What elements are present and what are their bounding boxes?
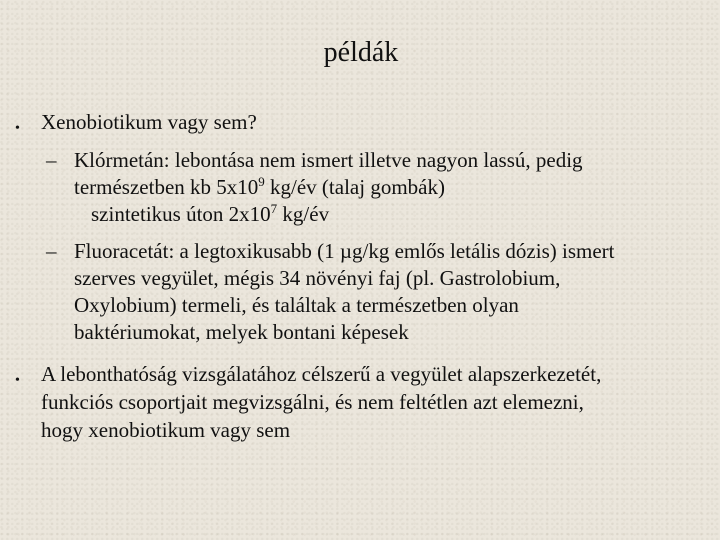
bullet-marker: • — [15, 121, 20, 136]
bullet-2-line-1: A lebonthatóság vizsgálatához célszerű a vegyület alapszerkezetét, — [41, 362, 602, 386]
dash-marker: – — [46, 239, 57, 263]
bullet-1-text: Xenobiotikum vagy sem? — [41, 110, 257, 134]
bullet-2-line-2: funkciós csoportjait megvizsgálni, és nem feltétlen azt elemezni, — [41, 390, 584, 414]
subitem-2-line-2: szerves vegyület, mégis 34 növényi faj (pl. Gastrolobium, — [74, 266, 561, 290]
exponent: 9 — [258, 174, 265, 189]
subitem-2-line-3: Oxylobium) termeli, és találtak a természetben olyan — [74, 293, 519, 317]
subitem-2-line-4: baktériumokat, melyek bontani képesek — [74, 320, 409, 344]
bullet-2-line-3: hogy xenobiotikum vagy sem — [41, 418, 291, 442]
subitem-1-line-1: Klórmetán: lebontása nem ismert illetve nagyon lassú, pedig — [74, 148, 583, 172]
bullet-marker: • — [15, 373, 20, 388]
exponent: 7 — [270, 201, 278, 216]
subitem-1-line-3: szintetikus úton $2x10^7$ kg/év — [91, 201, 330, 226]
subitem-2-line-1: Fluoracetát: a legtoxikusabb (1 µg/kg emlős letális dózis) ismert — [74, 239, 615, 263]
subitem-1-line-2: természetben kb $5x10^9$ kg/év (talaj gombák) — [74, 174, 445, 199]
slide-title: példák — [323, 37, 399, 68]
dash-marker: – — [46, 148, 57, 172]
